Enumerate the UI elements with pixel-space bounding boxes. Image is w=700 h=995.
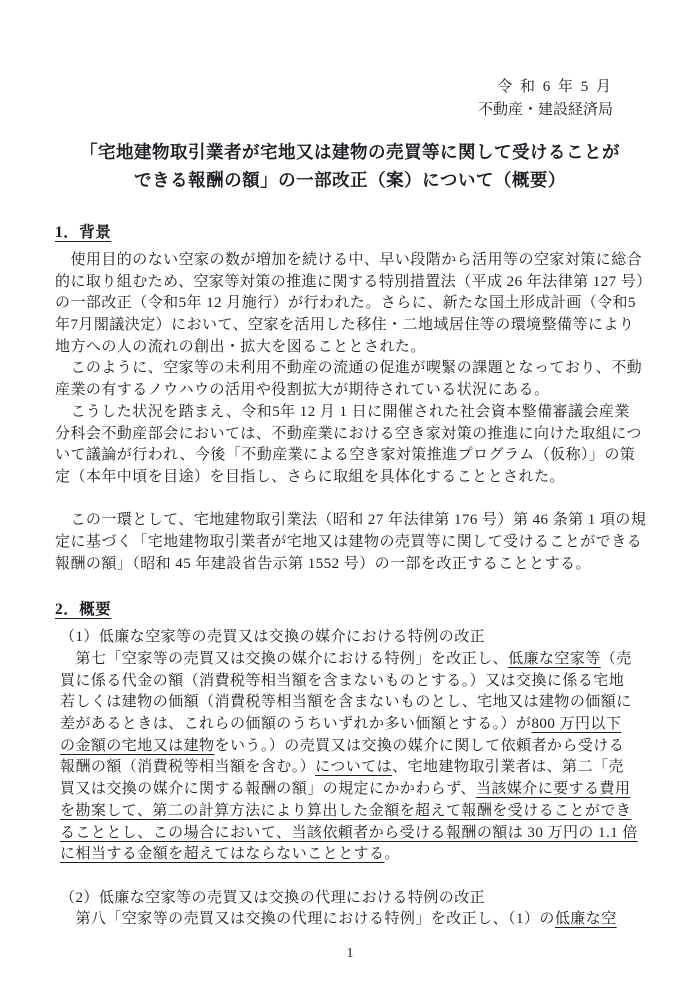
underlined-text-segment: 800 万円以下 <box>531 716 622 733</box>
text-line <box>60 714 645 736</box>
text-line <box>60 823 645 845</box>
text-line: 地方への人の流れの創出・拡大を図ることとされた。 <box>55 338 426 355</box>
document-title-line-2: できる報酬の額」の一部改正（案）について（概要） <box>134 170 566 190</box>
text-line: 定（本年中頃を目途）を目指し、さらに取組を具体化することとされた。 <box>55 468 565 485</box>
text-segment: 買又は交換の媒介に関する報酬の額」の規定にかかわらず、 <box>60 781 476 798</box>
section-1-heading: 1．背景 <box>55 224 112 241</box>
text-segment: （売 <box>600 651 632 667</box>
text-line: いて議論が行われ、今後「不動産業による空き家対策推進プログラム（仮称）」の策 <box>55 447 636 464</box>
text-line: 定に基づく「宅地建物取引業者が宅地又は建物の売買等に関して受けることができる <box>55 533 643 550</box>
text-line: 産業の有するノウハウの活用や役割拡大が期待されている状況にある。 <box>55 382 550 399</box>
text-segment: 差があるときは、これらの価額のうちいずれか多い価額とする。）が <box>60 716 532 733</box>
text-line <box>60 909 645 931</box>
text-line <box>60 649 645 671</box>
text-line: （2）低廉な空家等の売買又は交換の代理における特例の改正 <box>60 889 486 906</box>
document-title-line-1: 「宅地建物取引業者が宅地又は建物の売買等に関して受けることが <box>80 142 620 162</box>
text-line: 買に係る代金の額（消費税等相当額を含まないものとする。）又は交換に係る宅地 <box>60 672 625 689</box>
underlined-text-segment: 当該媒介に要する費用 <box>475 781 631 798</box>
underlined-text-segment: に相当する金額を超えてはならないこととする <box>60 846 385 863</box>
section-2-heading: 2．概要 <box>55 601 112 619</box>
text-line <box>60 866 645 888</box>
text-segment: 報酬の額（消費税等相当額を含む。） <box>60 759 316 776</box>
underlined-text-segment: の金額の宅地又は建物 <box>60 737 215 754</box>
text-line <box>60 844 645 866</box>
document-date: 令 和 6 年 5 月 <box>497 79 613 95</box>
text-line <box>60 757 645 779</box>
text-line <box>60 736 645 758</box>
text-line: 使用目的のない空家の数が増加を続ける中、早い段階から活用等の空家対策に総合 <box>55 252 643 268</box>
issuing-bureau: 不動産・建設経済局 <box>477 102 613 118</box>
text-line: 的に取り組むため、空家等対策の推進に関する特別措置法（平成 26 年法律第 127 号） <box>55 273 652 290</box>
section-overview <box>55 597 645 931</box>
underlined-text-segment: 低廉な空 <box>554 911 617 928</box>
underlined-text-segment: ることとし、この場合において、当該依頼者から受ける報酬の額は 30 万円の 1.1 倍 <box>60 824 638 841</box>
text-line: （1）低廉な空家等の売買又は交換の媒介における特例の改正 <box>60 629 486 646</box>
text-line: このように、空家等の未利用不動産の流通の促進が喫緊の課題となっており、不動 <box>55 360 643 377</box>
underlined-text-segment: については <box>315 759 393 776</box>
text-line: の一部改正（令和5年 12 月施行）が行われた。さらに、新たな国土形成計画（令和5 <box>55 295 636 312</box>
document-header <box>55 76 645 122</box>
section-2-body <box>55 627 645 931</box>
underlined-text-segment: 低廉な空家等 <box>508 651 601 667</box>
text-line <box>60 801 645 823</box>
text-segment: 。 <box>384 846 400 863</box>
text-line: 年7月閣議決定）において、空家を活用した移住・二地域居住等の環境整備等により <box>55 317 635 334</box>
section-1-body <box>55 250 652 575</box>
text-line: こうした状況を踏まえ、令和5年 12 月 1 日に開催された社会資本整備審議会産業 <box>55 403 630 420</box>
section-background <box>55 220 652 575</box>
document-title <box>55 138 645 194</box>
text-segment: 第七「空家等の売買又は交換の媒介における特例」を改正し、 <box>60 651 509 667</box>
text-segment: 第八「空家等の売買又は交換の代理における特例」を改正し、（1）の <box>60 911 555 928</box>
page-number: 1 <box>346 946 354 961</box>
text-line <box>60 779 645 801</box>
text-line <box>55 489 645 511</box>
text-segment: をいう。）の売買又は交換の媒介に関して依頼者から受ける <box>214 737 625 754</box>
text-line: 分科会不動産部会においては、不動産業における空き家対策の推進に向けた取組につ <box>55 425 642 442</box>
text-line: この一環として、宅地建物取引業法（昭和 27 年法律第 176 号）第 46 条第 1 項の規 <box>55 512 647 529</box>
text-segment: 、宅地建物取引業者は、第二「売 <box>392 759 624 776</box>
underlined-text-segment: を勘案して、第二の計算方法により算出した金額を超えて報酬を受けることができ <box>60 802 632 819</box>
text-line: 若しくは建物の価額（消費税等相当額を含まないものとし、宅地又は建物の価額に <box>60 694 632 711</box>
text-line: 報酬の額」（昭和 45 年建設省告示第 1552 号）の一部を改正することとする。 <box>55 555 591 572</box>
